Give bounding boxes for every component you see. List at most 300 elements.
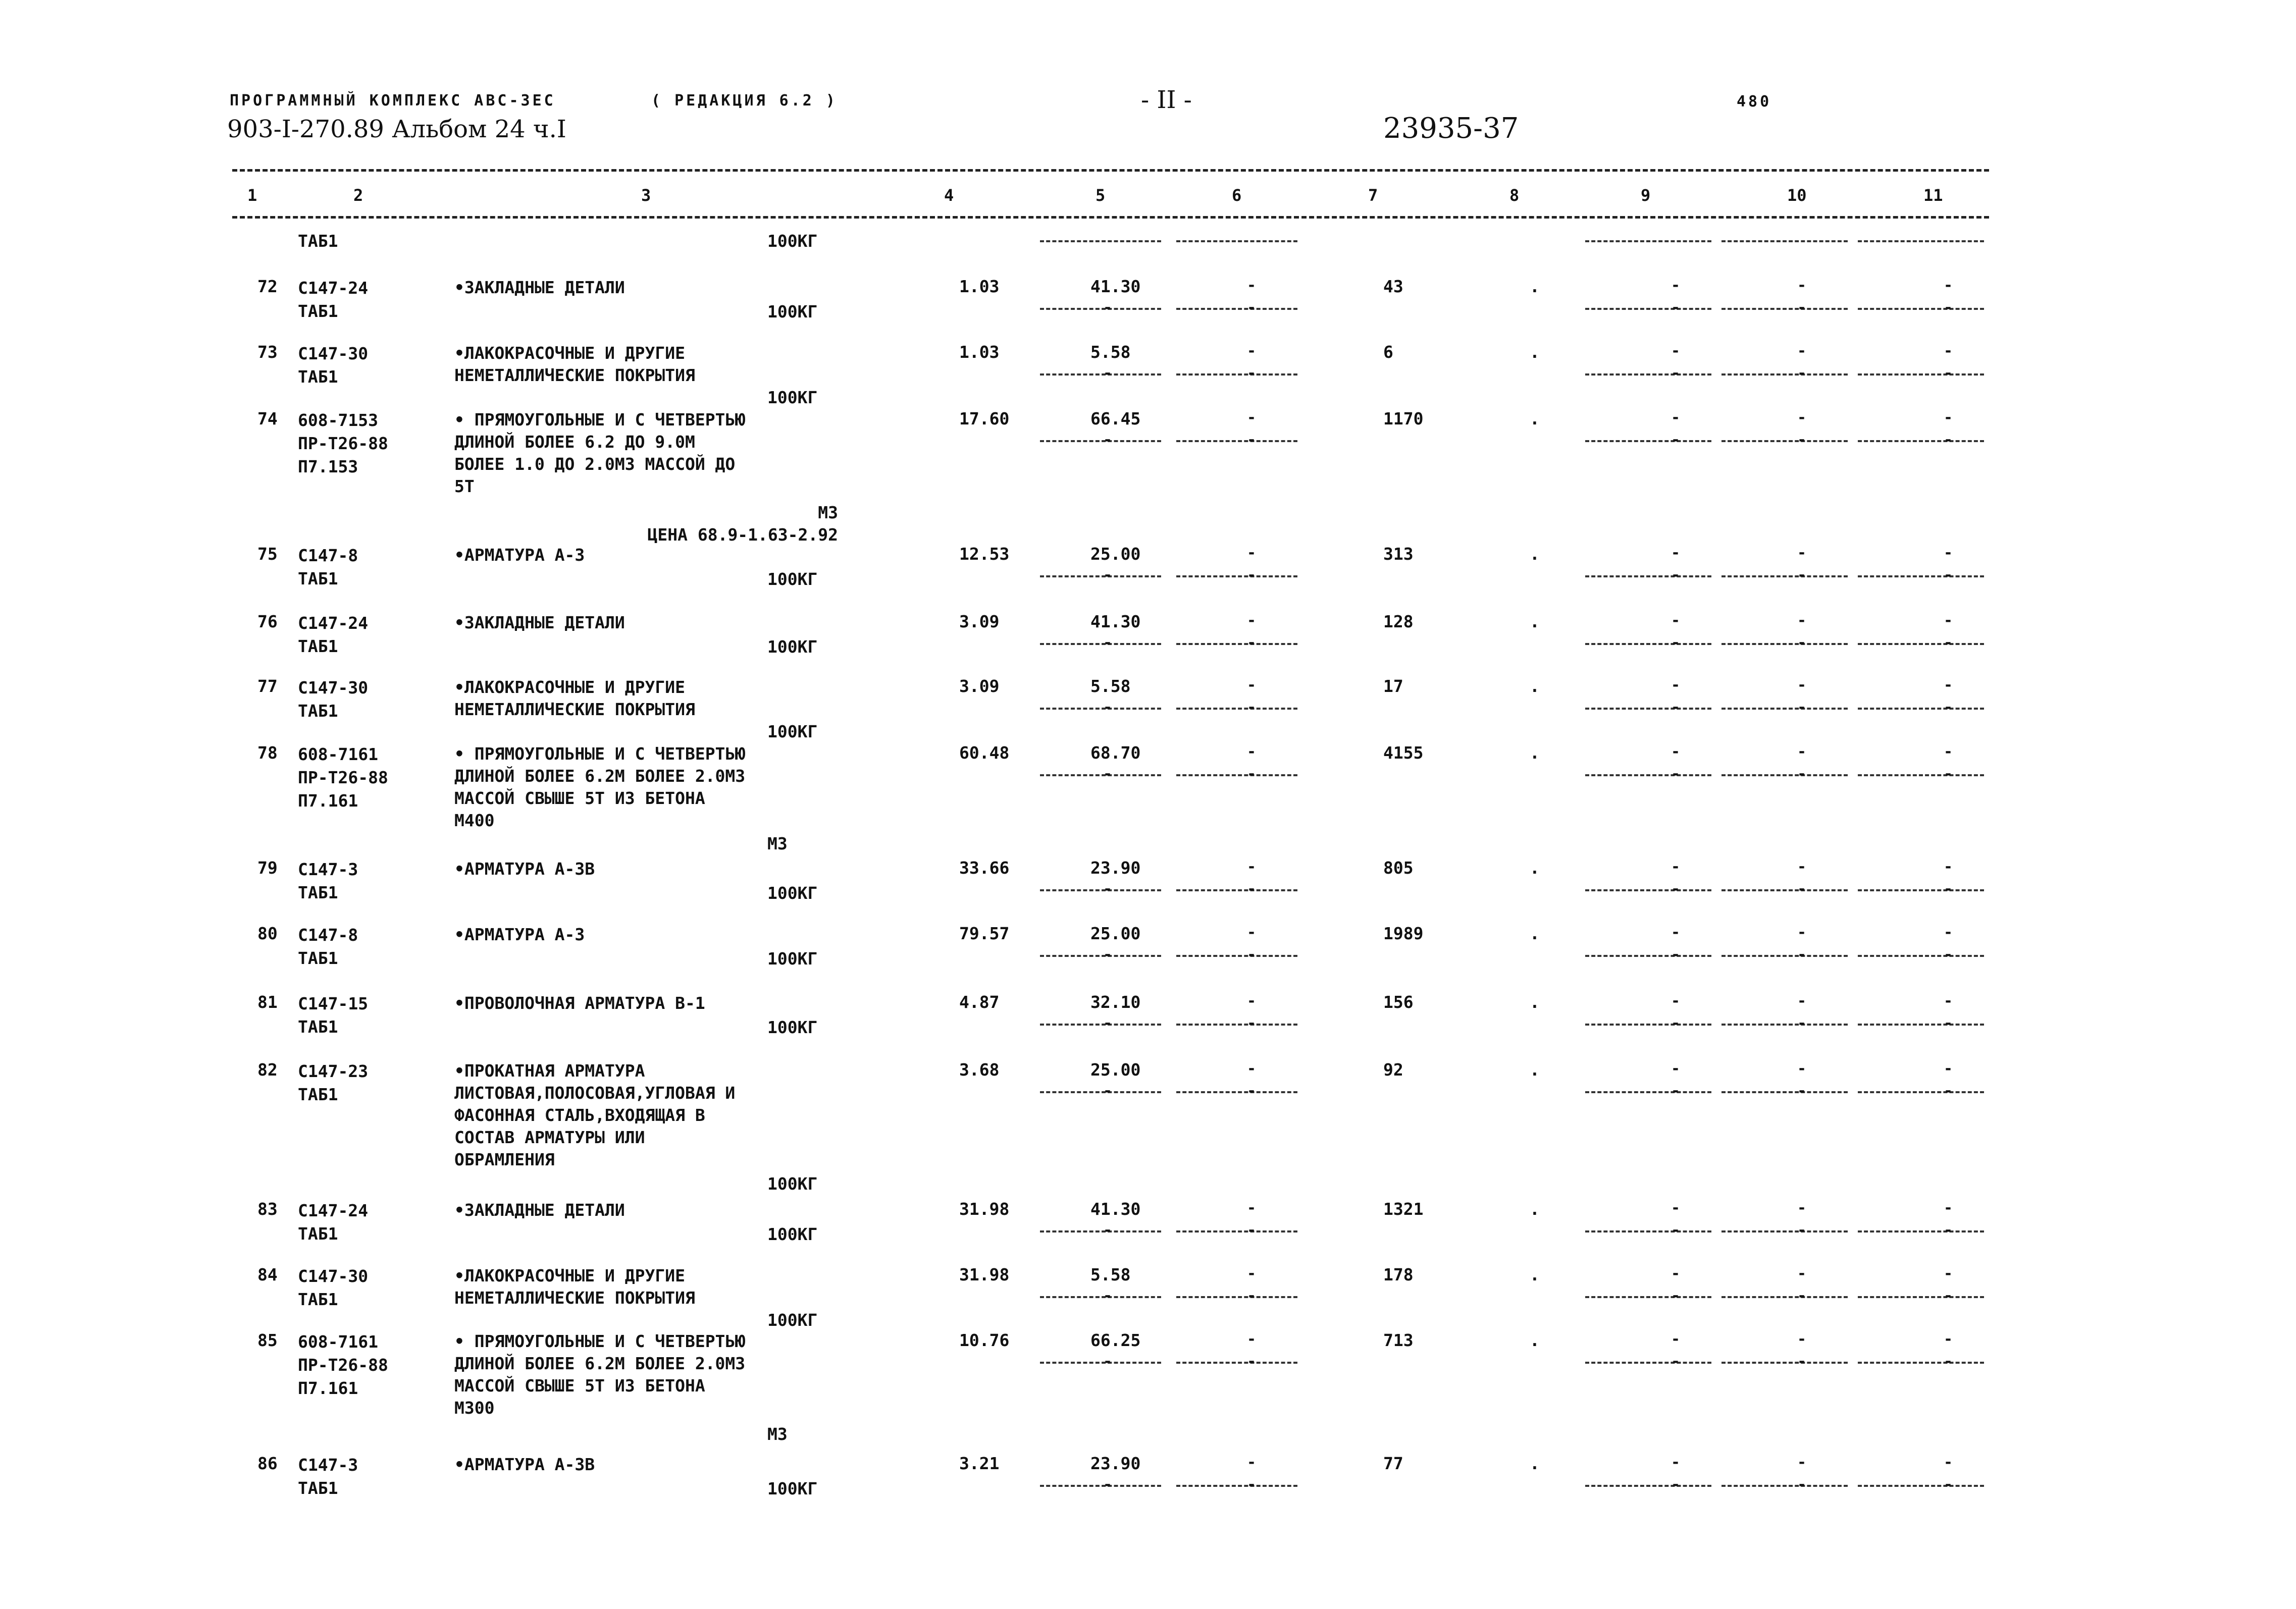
row-dash-mark: -	[1671, 1060, 1681, 1078]
header-rule-bottom	[232, 216, 1989, 219]
row-dash-line	[1040, 955, 1161, 957]
row-code: С147-30 ТАБ1	[298, 1266, 369, 1309]
row-total: 1989	[1383, 924, 1424, 943]
row-unit-price: 23.90	[1090, 1454, 1141, 1473]
continuation-dash-5	[1040, 240, 1161, 242]
row-dash-mark: -	[1797, 342, 1807, 360]
row-dash-mark: -	[1247, 924, 1257, 941]
row-dash-mark: -	[1944, 1221, 1953, 1239]
row-dash-mark: -	[1671, 1353, 1681, 1370]
row-code: 608-7153 ПР-Т26-88 П7.153	[298, 410, 388, 476]
edition-label: ( РЕДАКЦИЯ 6.2 )	[651, 92, 838, 110]
row-dash-mark: -	[1103, 880, 1113, 898]
row-dash-mark: -	[1944, 858, 1953, 876]
row-dash-line	[1585, 955, 1711, 957]
row-total: 77	[1383, 1454, 1403, 1473]
row-dash-mark: -	[1944, 431, 1953, 449]
row-dash-line	[1176, 955, 1297, 957]
row-dash-mark: -	[1671, 924, 1681, 941]
row-number: 81	[257, 992, 278, 1012]
row-dash-mark: -	[1797, 364, 1807, 382]
continuation-code: ТАБ1	[298, 231, 338, 251]
row-dash-line	[1721, 708, 1848, 710]
row-unit-price: 41.30	[1090, 1199, 1141, 1219]
row-col8-dot: .	[1530, 924, 1540, 943]
row-dash-mark: -	[1944, 992, 1953, 1010]
row-dash-mark: -	[1103, 1476, 1113, 1493]
row-dash-mark: -	[1671, 858, 1681, 876]
row-dash-mark: -	[1671, 1199, 1681, 1217]
row-dash-mark: -	[1247, 431, 1257, 449]
row-quantity: 3.09	[959, 676, 1000, 696]
row-dash-mark: -	[1797, 1265, 1807, 1282]
row-code: С147-3 ТАБ1	[298, 860, 358, 902]
continuation-dash-10	[1721, 240, 1848, 242]
row-dash-line	[1721, 1485, 1848, 1487]
row-dash-line	[1721, 1296, 1848, 1298]
row-quantity: 17.60	[959, 409, 1010, 428]
row-total: 17	[1383, 676, 1403, 696]
row-description: •АРМАТУРА А-3В	[454, 859, 595, 879]
row-dash-mark: -	[1797, 880, 1807, 898]
row-number: 85	[257, 1330, 278, 1350]
row-dash-mark: -	[1103, 1221, 1113, 1239]
row-dash-mark: -	[1247, 1265, 1257, 1282]
row-dash-line	[1040, 308, 1161, 310]
row-dash-line	[1585, 708, 1711, 710]
page-number: 480	[1737, 93, 1772, 111]
row-dash-line	[1585, 440, 1711, 442]
row-dash-mark: -	[1247, 880, 1257, 898]
row-unit-price: 5.58	[1090, 676, 1131, 696]
row-dash-mark: -	[1944, 924, 1953, 941]
row-quantity: 12.53	[959, 544, 1010, 564]
row-total: 178	[1383, 1265, 1414, 1284]
row-dash-mark: -	[1797, 1353, 1807, 1370]
row-dash-line	[1858, 440, 1984, 442]
row-dash-mark: -	[1671, 946, 1681, 963]
column-header-2: 2	[353, 186, 363, 205]
row-dash-mark: -	[1247, 1353, 1257, 1370]
row-dash-mark: -	[1944, 299, 1953, 316]
row-dash-line	[1858, 1296, 1984, 1298]
doc-number: 23935-37	[1383, 112, 1519, 145]
row-dash-mark: -	[1671, 880, 1681, 898]
row-unit-price: 68.70	[1090, 743, 1141, 763]
row-number: 80	[257, 924, 278, 943]
row-number: 75	[257, 544, 278, 564]
row-dash-mark: -	[1671, 634, 1681, 652]
row-description: •ЛАКОКРАСОЧНЫЕ И ДРУГИЕ НЕМЕТАЛЛИЧЕСКИЕ ПОКРЫТИЯ	[454, 677, 695, 719]
row-unit: М3	[767, 834, 788, 853]
row-dash-mark: -	[1671, 409, 1681, 426]
row-dash-mark: -	[1944, 634, 1953, 652]
row-quantity: 79.57	[959, 924, 1010, 943]
row-number: 77	[257, 676, 278, 696]
row-unit: 100КГ	[767, 302, 818, 321]
row-col8-dot: .	[1530, 1060, 1540, 1080]
row-dash-mark: -	[1247, 299, 1257, 316]
row-dash-mark: -	[1247, 1060, 1257, 1078]
row-dash-mark: -	[1797, 566, 1807, 584]
row-dash-mark: -	[1671, 699, 1681, 716]
row-code: С147-8 ТАБ1	[298, 546, 358, 588]
row-unit-price: 25.00	[1090, 1060, 1141, 1080]
row-dash-mark: -	[1671, 1330, 1681, 1348]
row-description: • ПРЯМОУГОЛЬНЫЕ И С ЧЕТВЕРТЬЮ ДЛИНОЙ БОЛЕЕ 6.2М БОЛЕЕ 2.0М3 МАССОЙ СВЫШЕ 5Т ИЗ БЕТОНА М300	[454, 1331, 746, 1418]
row-dash-line	[1176, 575, 1297, 577]
row-dash-mark: -	[1247, 409, 1257, 426]
row-dash-line	[1585, 373, 1711, 376]
row-dash-line	[1040, 708, 1161, 710]
row-col8-dot: .	[1530, 342, 1540, 362]
row-col8-dot: .	[1530, 1199, 1540, 1219]
row-dash-mark: -	[1247, 1330, 1257, 1348]
row-dash-mark: -	[1944, 544, 1953, 562]
row-dash-mark: -	[1797, 1014, 1807, 1032]
row-dash-line	[1858, 1485, 1984, 1487]
row-dash-mark: -	[1671, 277, 1681, 294]
row-dash-line	[1040, 575, 1161, 577]
row-col8-dot: .	[1530, 743, 1540, 763]
row-dash-mark: -	[1944, 676, 1953, 694]
row-dash-mark: -	[1944, 277, 1953, 294]
row-dash-line	[1721, 774, 1848, 776]
row-dash-mark: -	[1797, 992, 1807, 1010]
row-dash-line	[1858, 1091, 1984, 1093]
row-dash-line	[1040, 889, 1161, 891]
row-dash-line	[1176, 1230, 1297, 1232]
row-number: 72	[257, 277, 278, 296]
row-unit: М3 ЦЕНА 68.9-1.63-2.92	[647, 503, 838, 545]
column-header-4: 4	[944, 186, 954, 205]
row-dash-mark: -	[1944, 1082, 1953, 1100]
row-unit: 100КГ	[767, 883, 818, 903]
row-total: 805	[1383, 858, 1414, 878]
row-quantity: 10.76	[959, 1330, 1010, 1350]
row-quantity: 3.09	[959, 612, 1000, 631]
row-number: 79	[257, 858, 278, 878]
row-dash-mark: -	[1944, 1476, 1953, 1493]
row-total: 4155	[1383, 743, 1424, 763]
row-dash-mark: -	[1671, 566, 1681, 584]
row-code: С147-8 ТАБ1	[298, 925, 358, 968]
row-dash-line	[1858, 643, 1984, 645]
row-dash-mark: -	[1247, 676, 1257, 694]
row-col8-dot: .	[1530, 1454, 1540, 1473]
row-dash-mark: -	[1247, 1454, 1257, 1471]
row-dash-mark: -	[1247, 765, 1257, 783]
row-dash-line	[1176, 308, 1297, 310]
row-dash-line	[1721, 440, 1848, 442]
row-description: •ЗАКЛАДНЫЕ ДЕТАЛИ	[454, 278, 625, 297]
row-total: 313	[1383, 544, 1414, 564]
row-description: •ПРОКАТНАЯ АРМАТУРА ЛИСТОВАЯ,ПОЛОСОВАЯ,УГЛОВАЯ И ФАСОННАЯ СТАЛЬ,ВХОДЯЩАЯ В СОСТАВ АРМАТУРЫ ИЛИ ОБРАМЛЕНИЯ	[454, 1061, 736, 1169]
row-dash-mark: -	[1103, 699, 1113, 716]
row-dash-line	[1176, 1091, 1297, 1093]
row-quantity: 4.87	[959, 992, 1000, 1012]
row-description: •АРМАТУРА А-3В	[454, 1455, 595, 1474]
row-unit: 100КГ	[767, 1174, 818, 1194]
row-dash-mark: -	[1797, 277, 1807, 294]
row-dash-mark: -	[1797, 634, 1807, 652]
row-dash-mark: -	[1944, 364, 1953, 382]
row-dash-mark: -	[1671, 676, 1681, 694]
row-dash-mark: -	[1944, 1330, 1953, 1348]
row-dash-mark: -	[1797, 1082, 1807, 1100]
row-dash-line	[1858, 708, 1984, 710]
row-unit-price: 66.25	[1090, 1330, 1141, 1350]
row-total: 156	[1383, 992, 1414, 1012]
row-dash-line	[1176, 708, 1297, 710]
row-dash-line	[1176, 643, 1297, 645]
continuation-dash-6	[1176, 240, 1297, 242]
row-dash-mark: -	[1671, 992, 1681, 1010]
row-dash-mark: -	[1797, 743, 1807, 761]
row-number: 74	[257, 409, 278, 428]
row-dash-mark: -	[1797, 544, 1807, 562]
row-total: 128	[1383, 612, 1414, 631]
row-dash-mark: -	[1797, 1221, 1807, 1239]
row-unit-price: 5.58	[1090, 1265, 1131, 1284]
row-dash-mark: -	[1247, 1221, 1257, 1239]
row-dash-mark: -	[1247, 699, 1257, 716]
row-quantity: 31.98	[959, 1265, 1010, 1284]
row-dash-line	[1040, 1091, 1161, 1093]
row-number: 78	[257, 743, 278, 763]
row-dash-mark: -	[1247, 1082, 1257, 1100]
row-unit: 100КГ	[767, 1479, 818, 1498]
row-dash-mark: -	[1944, 946, 1953, 963]
row-code: С147-24 ТАБ1	[298, 1201, 369, 1244]
row-code: С147-24 ТАБ1	[298, 278, 369, 321]
row-unit-price: 41.30	[1090, 277, 1141, 296]
row-dash-mark: -	[1797, 409, 1807, 426]
row-col8-dot: .	[1530, 612, 1540, 631]
row-description: •ЗАКЛАДНЫЕ ДЕТАЛИ	[454, 1200, 625, 1220]
row-dash-line	[1858, 1024, 1984, 1026]
row-unit-price: 41.30	[1090, 612, 1141, 631]
row-dash-mark: -	[1247, 544, 1257, 562]
row-dash-mark: -	[1103, 364, 1113, 382]
row-dash-mark: -	[1671, 1014, 1681, 1032]
row-description: •ЛАКОКРАСОЧНЫЕ И ДРУГИЕ НЕМЕТАЛЛИЧЕСКИЕ ПОКРЫТИЯ	[454, 343, 695, 385]
row-dash-line	[1176, 1024, 1297, 1026]
row-total: 1321	[1383, 1199, 1424, 1219]
row-dash-line	[1176, 774, 1297, 776]
row-dash-mark: -	[1671, 544, 1681, 562]
page-marker: - II -	[1141, 86, 1192, 114]
row-dash-mark: -	[1797, 946, 1807, 963]
row-code: С147-24 ТАБ1	[298, 613, 369, 656]
row-unit: 100КГ	[767, 388, 818, 407]
row-dash-mark: -	[1247, 566, 1257, 584]
continuation-dash-9	[1585, 240, 1711, 242]
row-dash-mark: -	[1797, 1060, 1807, 1078]
row-dash-mark: -	[1797, 1199, 1807, 1217]
program-title: ПРОГРАММНЫЙ КОМПЛЕКС АВС-3ЕС	[230, 92, 556, 110]
column-header-9: 9	[1641, 186, 1651, 205]
row-unit-price: 5.58	[1090, 342, 1131, 362]
row-dash-mark: -	[1247, 858, 1257, 876]
row-description: •ПРОВОЛОЧНАЯ АРМАТУРА В-1	[454, 993, 705, 1013]
table-row	[0, 1330, 2296, 1444]
row-dash-mark: -	[1103, 566, 1113, 584]
row-dash-mark: -	[1103, 1353, 1113, 1370]
table-row	[0, 409, 2296, 545]
row-unit: 100КГ	[767, 1310, 818, 1330]
table-row	[0, 1454, 2296, 1554]
row-col8-dot: .	[1530, 676, 1540, 696]
row-col8-dot: .	[1530, 992, 1540, 1012]
row-dash-mark: -	[1247, 612, 1257, 629]
row-dash-line	[1858, 308, 1984, 310]
row-dash-mark: -	[1103, 431, 1113, 449]
row-dash-line	[1176, 889, 1297, 891]
row-dash-mark: -	[1797, 612, 1807, 629]
column-header-3: 3	[641, 186, 651, 205]
column-header-11: 11	[1923, 186, 1943, 205]
row-dash-line	[1721, 373, 1848, 376]
row-dash-line	[1040, 1362, 1161, 1364]
row-dash-line	[1858, 575, 1984, 577]
row-dash-mark: -	[1671, 765, 1681, 783]
row-dash-line	[1585, 1362, 1711, 1364]
row-dash-mark: -	[1944, 1199, 1953, 1217]
row-unit-price: 32.10	[1090, 992, 1141, 1012]
row-dash-line	[1585, 643, 1711, 645]
row-unit: 100КГ	[767, 949, 818, 969]
row-dash-line	[1176, 440, 1297, 442]
row-dash-line	[1858, 1230, 1984, 1232]
row-dash-mark: -	[1671, 743, 1681, 761]
row-unit: 100КГ	[767, 1017, 818, 1037]
row-code: С147-15 ТАБ1	[298, 994, 369, 1037]
row-dash-line	[1721, 955, 1848, 957]
row-dash-line	[1176, 1485, 1297, 1487]
row-total: 43	[1383, 277, 1403, 296]
column-header-8: 8	[1509, 186, 1520, 205]
row-dash-mark: -	[1247, 1014, 1257, 1032]
row-dash-mark: -	[1944, 342, 1953, 360]
row-dash-mark: -	[1103, 634, 1113, 652]
row-dash-mark: -	[1103, 946, 1113, 963]
row-dash-line	[1585, 1230, 1711, 1232]
column-header-10: 10	[1787, 186, 1807, 205]
row-unit-price: 66.45	[1090, 409, 1141, 428]
column-header-7: 7	[1368, 186, 1378, 205]
row-dash-line	[1040, 373, 1161, 376]
row-description: • ПРЯМОУГОЛЬНЫЕ И С ЧЕТВЕРТЬЮ ДЛИНОЙ БОЛЕЕ 6.2М БОЛЕЕ 2.0М3 МАССОЙ СВЫШЕ 5Т ИЗ БЕТОНА М400	[454, 744, 746, 830]
table-row	[0, 743, 2296, 853]
row-code: С147-30 ТАБ1	[298, 344, 369, 387]
row-dash-line	[1040, 440, 1161, 442]
row-dash-mark: -	[1797, 1454, 1807, 1471]
row-dash-line	[1585, 1296, 1711, 1298]
row-quantity: 3.21	[959, 1454, 1000, 1473]
row-dash-mark: -	[1797, 858, 1807, 876]
row-unit: 100КГ	[767, 569, 818, 589]
row-dash-mark: -	[1103, 1287, 1113, 1305]
row-unit-price: 25.00	[1090, 924, 1141, 943]
table-row	[0, 1060, 2296, 1194]
row-code: С147-3 ТАБ1	[298, 1455, 358, 1498]
row-total: 1170	[1383, 409, 1424, 428]
row-dash-mark: -	[1671, 299, 1681, 316]
row-dash-mark: -	[1671, 1221, 1681, 1239]
row-col8-dot: .	[1530, 858, 1540, 878]
row-dash-mark: -	[1944, 566, 1953, 584]
column-header-5: 5	[1095, 186, 1106, 205]
row-dash-mark: -	[1671, 1082, 1681, 1100]
row-unit: 100КГ	[767, 637, 818, 657]
row-dash-mark: -	[1944, 699, 1953, 716]
row-dash-mark: -	[1944, 1014, 1953, 1032]
row-dash-line	[1040, 1485, 1161, 1487]
row-number: 84	[257, 1265, 278, 1284]
row-dash-line	[1040, 643, 1161, 645]
row-dash-mark: -	[1103, 765, 1113, 783]
row-col8-dot: .	[1530, 544, 1540, 564]
row-dash-line	[1176, 1362, 1297, 1364]
row-col8-dot: .	[1530, 1265, 1540, 1284]
row-dash-mark: -	[1247, 364, 1257, 382]
row-dash-mark: -	[1944, 1353, 1953, 1370]
row-unit: М3	[767, 1424, 788, 1444]
row-unit: 100КГ	[767, 722, 818, 741]
row-dash-mark: -	[1944, 1454, 1953, 1471]
row-code: С147-30 ТАБ1	[298, 678, 369, 721]
row-dash-line	[1858, 955, 1984, 957]
row-unit: 100КГ	[767, 1224, 818, 1244]
row-dash-mark: -	[1671, 342, 1681, 360]
row-unit-price: 25.00	[1090, 544, 1141, 564]
row-col8-dot: .	[1530, 277, 1540, 296]
row-dash-mark: -	[1247, 277, 1257, 294]
row-dash-mark: -	[1671, 1265, 1681, 1282]
row-dash-line	[1585, 889, 1711, 891]
row-dash-mark: -	[1247, 1199, 1257, 1217]
row-dash-line	[1721, 1091, 1848, 1093]
row-total: 92	[1383, 1060, 1403, 1080]
row-dash-line	[1040, 1024, 1161, 1026]
row-dash-mark: -	[1797, 1287, 1807, 1305]
row-dash-line	[1585, 1024, 1711, 1026]
row-dash-mark: -	[1103, 1014, 1113, 1032]
row-dash-line	[1721, 575, 1848, 577]
row-dash-line	[1721, 1362, 1848, 1364]
row-number: 83	[257, 1199, 278, 1219]
row-dash-mark: -	[1671, 431, 1681, 449]
row-dash-line	[1585, 308, 1711, 310]
row-number: 86	[257, 1454, 278, 1473]
row-description: •АРМАТУРА А-3	[454, 925, 585, 944]
row-dash-mark: -	[1247, 743, 1257, 761]
project-number: 903-I-270.89 Альбом 24 ч.I	[227, 115, 566, 143]
row-unit-price: 23.90	[1090, 858, 1141, 878]
row-dash-mark: -	[1671, 1454, 1681, 1471]
row-dash-line	[1040, 774, 1161, 776]
row-quantity: 1.03	[959, 342, 1000, 362]
row-dash-line	[1721, 1230, 1848, 1232]
row-dash-mark: -	[1944, 1287, 1953, 1305]
row-number: 73	[257, 342, 278, 362]
continuation-dash-11	[1858, 240, 1984, 242]
row-dash-mark: -	[1797, 765, 1807, 783]
row-dash-line	[1040, 1230, 1161, 1232]
row-dash-line	[1858, 889, 1984, 891]
row-quantity: 3.68	[959, 1060, 1000, 1080]
